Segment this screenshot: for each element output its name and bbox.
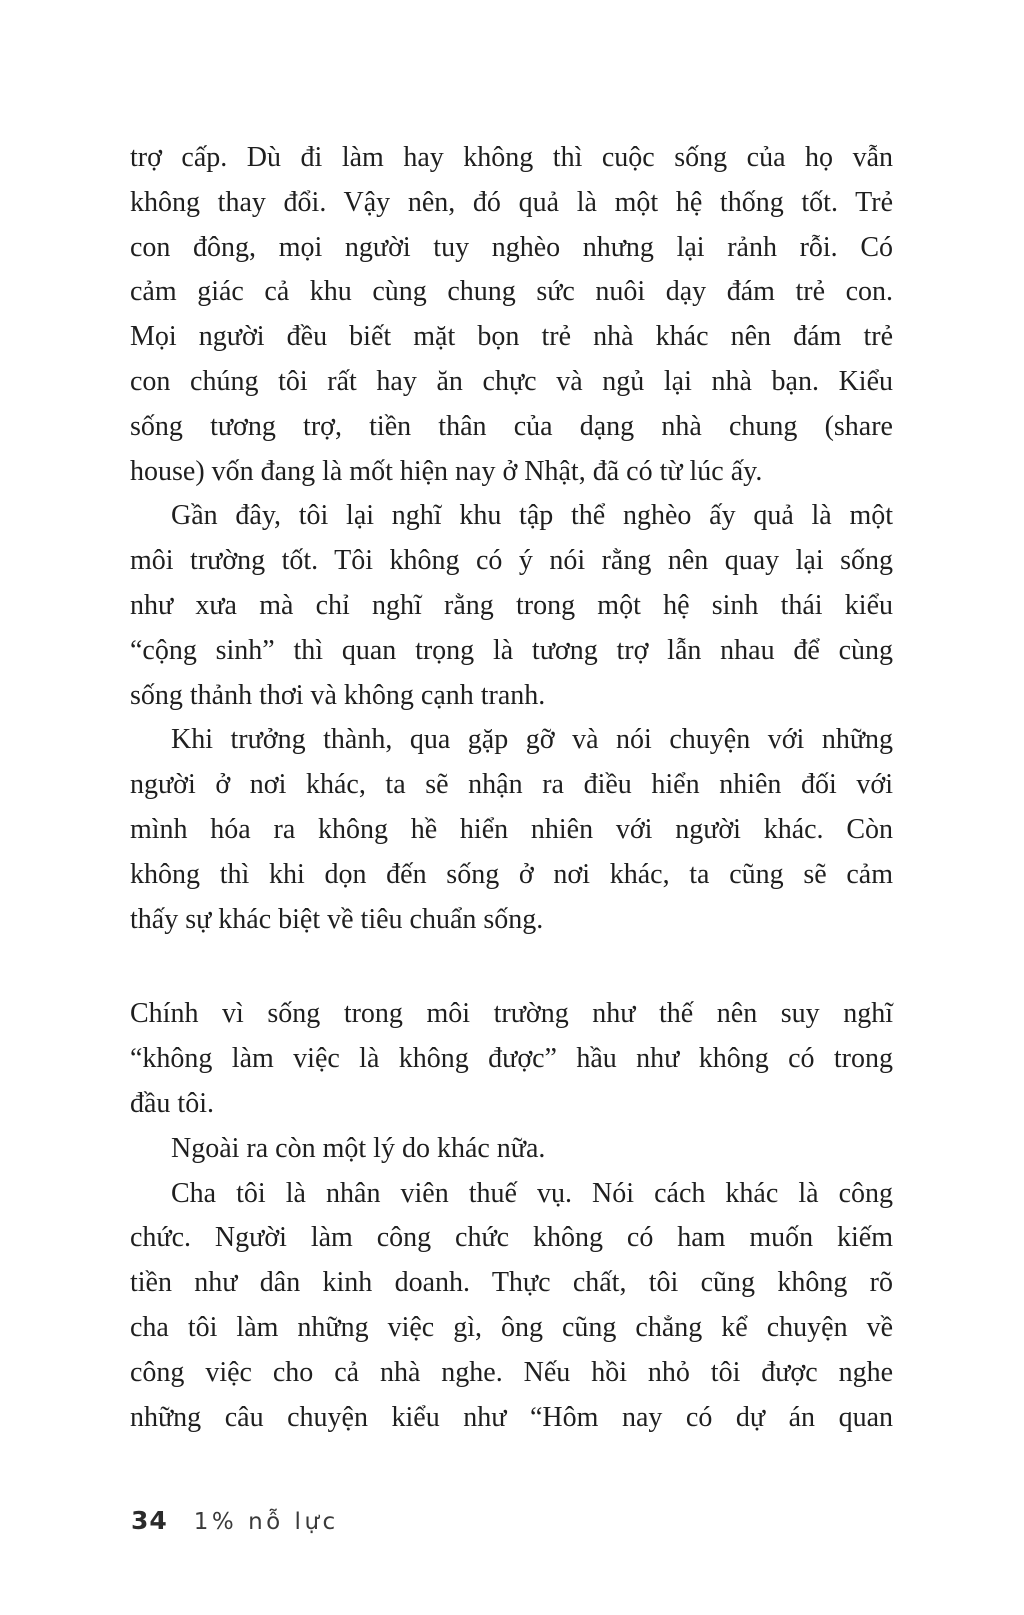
- text-line: không thì khi dọn đến sống ở nơi khác, ta cũng sẽ cảm: [130, 858, 893, 890]
- paragraph-4: [130, 992, 893, 1126]
- text-line: con chúng tôi rất hay ăn chực và ngủ lại nhà bạn. Kiểu: [130, 365, 893, 397]
- text-line: Gần đây, tôi lại nghĩ khu tập thể nghèo ấy quả là một: [171, 500, 893, 532]
- text-line: môi trường tốt. Tôi không có ý nói rằng nên quay lại sống: [130, 545, 893, 577]
- text-line: mình hóa ra không hề hiển nhiên với người khác. Còn: [130, 813, 893, 845]
- text-line: trợ cấp. Dù đi làm hay không thì cuộc sống của họ vẫn: [130, 142, 893, 173]
- paragraph-2: [130, 494, 893, 718]
- text-line: sống tương trợ, tiền thân của dạng nhà chung (share: [130, 410, 893, 442]
- text-line: house) vốn đang là mốt hiện nay ở Nhật, đã có từ lúc ấy.: [130, 455, 763, 487]
- text-line: Mọi người đều biết mặt bọn trẻ nhà khác nên đám trẻ: [130, 321, 893, 353]
- text-line: Khi trưởng thành, qua gặp gỡ và nói chuyện với những: [171, 724, 893, 756]
- text-line: Chính vì sống trong môi trường như thế nên suy nghĩ: [130, 998, 893, 1030]
- section-break: [130, 942, 893, 992]
- paragraph-6: [130, 1172, 893, 1441]
- text-line: “cộng sinh” thì quan trọng là tương trợ lẫn nhau để cùng: [130, 634, 893, 666]
- text-line: thấy sự khác biệt về tiêu chuẩn sống.: [130, 903, 544, 935]
- text-line: Cha tôi là nhân viên thuế vụ. Nói cách khác là công: [171, 1177, 893, 1209]
- text-line: sống thảnh thơi và không cạnh tranh.: [130, 679, 546, 711]
- page-number: 34: [131, 1506, 168, 1535]
- text-line: cảm giác cả khu cùng chung sức nuôi dạy đám trẻ con.: [130, 276, 893, 308]
- text-line: người ở nơi khác, ta sẽ nhận ra điều hiển nhiên đối với: [130, 769, 893, 801]
- text-line: “không làm việc là không được” hầu như không có trong: [130, 1043, 893, 1075]
- running-title: 1% nỗ lực: [193, 1509, 339, 1535]
- text-line: con đông, mọi người tuy nghèo nhưng lại rảnh rỗi. Có: [130, 231, 893, 263]
- text-line: những câu chuyện kiểu như “Hôm nay có dự án quan: [130, 1401, 893, 1433]
- text-line: đầu tôi.: [130, 1087, 214, 1119]
- text-line: chức. Người làm công chức không có ham muốn kiếm: [130, 1222, 893, 1254]
- paragraph-3: [130, 718, 893, 942]
- text-line: Ngoài ra còn một lý do khác nữa.: [171, 1132, 546, 1164]
- page-footer: [131, 1506, 339, 1535]
- paragraph-5: [130, 1127, 893, 1172]
- paragraph-1: [130, 136, 893, 494]
- text-line: không thay đổi. Vậy nên, đó quả là một hệ thống tốt. Trẻ: [130, 186, 893, 218]
- text-line: cha tôi làm những việc gì, ông cũng chẳng kể chuyện về: [130, 1311, 893, 1343]
- text-line: như xưa mà chỉ nghĩ rằng trong một hệ sinh thái kiểu: [130, 589, 893, 621]
- text-block: [130, 136, 893, 1440]
- text-line: công việc cho cả nhà nghe. Nếu hồi nhỏ tôi được nghe: [130, 1356, 893, 1388]
- text-line: tiền như dân kinh doanh. Thực chất, tôi cũng không rõ: [130, 1267, 893, 1299]
